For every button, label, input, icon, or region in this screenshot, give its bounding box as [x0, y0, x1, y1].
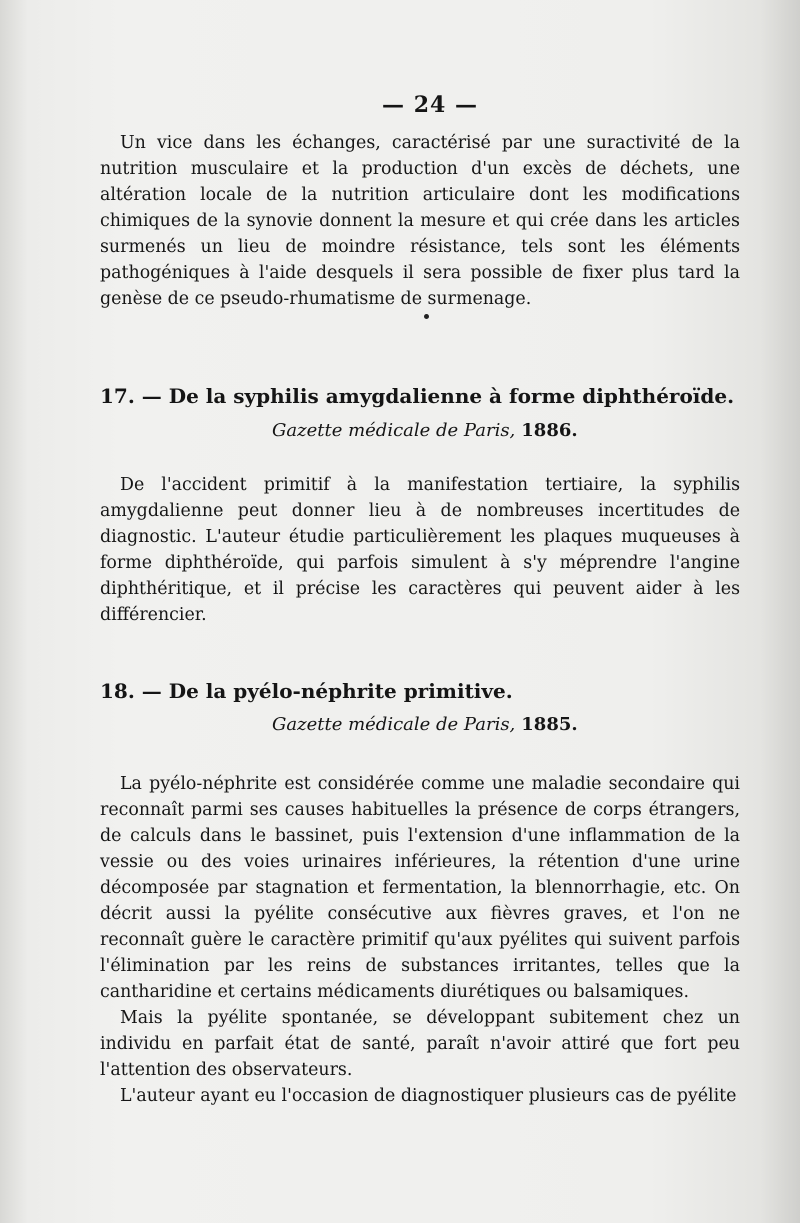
section-18-paragraph-3: L'auteur ayant eu l'occasion de diagnostiquer plusieurs cas de pyélite: [120, 1086, 737, 1106]
section-17-heading: 17. — De la syphilis amygdalienne à forme diphthéroïde.: [100, 384, 735, 408]
section-17-body: [100, 472, 740, 628]
section-17-paragraph: De l'accident primitif à la manifestation tertiaire, la syphilis amygdalienne peut donner lieu à de nombreuses incertitudes de diagnostic. L'auteur étudie particulièrement les plaques muqueuses à forme diphthéroïde, qui parfois simulent à s'y méprendre l'angine diphthéritique, et il précise les caractères qui peuvent aider à les différencier.: [100, 475, 740, 625]
intro-block: [100, 130, 740, 312]
section-18-source-year: 1885.: [521, 714, 578, 735]
section-18-source: [272, 714, 578, 735]
section-17-source-year: 1886.: [521, 420, 578, 441]
section-18-body: [100, 771, 740, 1109]
section-18-paragraph-2: Mais la pyélite spontanée, se développant subitement chez un individu en parfait état de santé, paraît n'avoir attiré que fort peu l'attention des observateurs.: [100, 1008, 740, 1080]
section-18-paragraph-1: La pyélo-néphrite est considérée comme une maladie secondaire qui reconnaît parmi ses causes habituelles la présence de corps étrangers, de calculs dans le bassinet, puis l'extension d'une inflammation de la vessie ou des voies urinaires inférieures, la rétention d'une urine décomposée par stagnation et fermentation, la blennorrhagie, etc. On décrit aussi la pyélite consécutive aux fièvres graves, et l'on ne reconnaît guère le caractère primitif qu'aux pyélites qui suivent parfois l'élimination par les reins de substances irritantes, telles que la cantharidine et certains médicaments diurétiques ou balsamiques.: [100, 774, 740, 1002]
section-18-heading: 18. — De la pyélo-néphrite primitive.: [100, 679, 513, 703]
section-18-source-venue: Gazette médicale de Paris,: [272, 714, 516, 735]
page-number: — 24 —: [382, 92, 478, 118]
section-17-source-venue: Gazette médicale de Paris,: [272, 420, 516, 441]
ink-speck: [424, 314, 429, 319]
section-17-source: [272, 420, 578, 441]
intro-paragraph: Un vice dans les échanges, caractérisé par une suractivité de la nutrition musculaire et la production d'un excès de déchets, une altération locale de la nutrition articulaire dont les modifications chimiques de la synovie donnent la mesure et qui crée dans les articles surmenés un lieu de moindre résistance, tels sont les éléments pathogéniques à l'aide desquels il sera possible de fixer plus tard la genèse de ce pseudo-rhumatisme de surmenage.: [100, 133, 740, 309]
